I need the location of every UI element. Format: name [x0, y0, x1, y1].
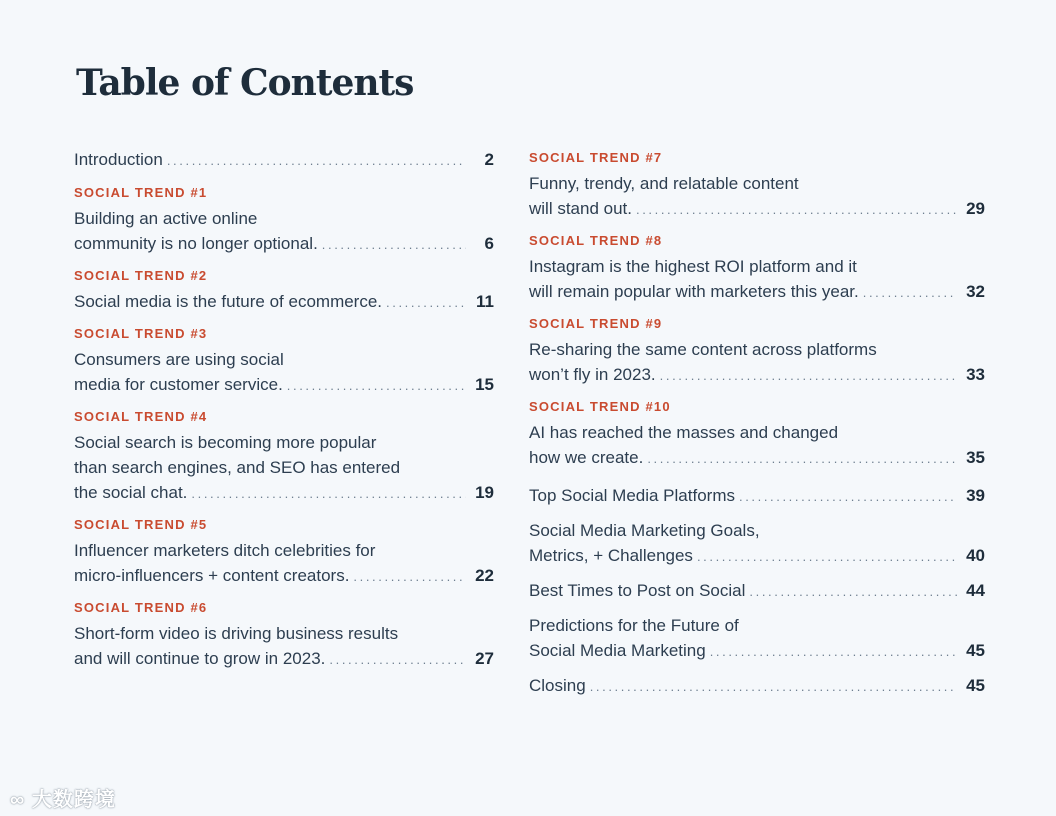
watermark-text: 大数跨境: [31, 789, 116, 811]
trend-label: SOCIAL TREND #10: [529, 399, 671, 414]
toc-entry-title: community is no longer optional.: [74, 234, 318, 253]
toc-entry-line: Social search is becoming more popular: [74, 433, 377, 452]
leader-dots: [287, 373, 466, 398]
page-number: 45: [966, 641, 985, 660]
watermark: [10, 783, 116, 812]
page-number: 22: [475, 566, 494, 585]
trend-label: SOCIAL TREND #2: [74, 268, 208, 283]
toc-entry-predictions[interactable]: [529, 613, 985, 663]
leader-dots: [636, 197, 957, 222]
toc-entry-title: the social chat.: [74, 483, 188, 502]
toc-entry-line: Short-form video is driving business results: [74, 624, 399, 643]
page-number: 2: [484, 150, 494, 169]
toc-entry-trend-8[interactable]: [529, 232, 985, 304]
toc-entry-line: AI has reached the masses and changed: [529, 423, 839, 442]
toc-entry-line: Building an active online: [74, 209, 258, 228]
watermark-logo-icon: ∞: [10, 789, 26, 811]
trend-label: SOCIAL TREND #4: [74, 409, 208, 424]
toc-left-column: [74, 147, 494, 671]
toc-entry-title: Top Social Media Platforms: [529, 486, 735, 505]
page-number: 27: [475, 649, 494, 668]
toc-entry-trend-9[interactable]: [529, 315, 985, 387]
leader-dots: [167, 148, 466, 173]
leader-dots: [749, 579, 957, 604]
leader-dots: [191, 481, 466, 506]
page-title: Table of Contents: [76, 62, 414, 104]
trend-label: SOCIAL TREND #1: [74, 185, 208, 200]
leader-dots: [322, 232, 466, 257]
toc-entry-trend-1[interactable]: [74, 184, 494, 256]
leader-dots: [739, 484, 957, 509]
toc-entry-line: Funny, trendy, and relatable content: [529, 174, 799, 193]
page-number: 15: [475, 375, 494, 394]
toc-entry-line: Predictions for the Future of: [529, 616, 739, 635]
toc-entry-title: and will continue to grow in 2023.: [74, 649, 326, 668]
page-number: 45: [966, 676, 985, 695]
trend-label: SOCIAL TREND #7: [529, 150, 663, 165]
page-number: 29: [966, 199, 985, 218]
page-number: 39: [966, 486, 985, 505]
leader-dots: [863, 280, 957, 305]
leader-dots: [353, 564, 466, 589]
toc-entry-trend-2[interactable]: [74, 267, 494, 314]
leader-dots: [660, 363, 957, 388]
page-number: 11: [476, 292, 494, 311]
toc-entry-goals[interactable]: [529, 518, 985, 568]
toc-entry-title: will remain popular with marketers this year.: [529, 282, 859, 301]
toc-right-column: [529, 147, 985, 698]
leader-dots: [329, 647, 466, 672]
toc-entry-trend-7[interactable]: [529, 149, 985, 221]
page-number: 35: [966, 448, 985, 467]
leader-dots: [647, 446, 957, 471]
toc-entry-top-platforms[interactable]: [529, 483, 985, 508]
page-number: 19: [475, 483, 494, 502]
toc-entry-trend-5[interactable]: [74, 516, 494, 588]
toc-entry-introduction[interactable]: [74, 147, 494, 172]
toc-entry-trend-10[interactable]: [529, 398, 985, 470]
toc-entry-best-times[interactable]: [529, 578, 985, 603]
leader-dots: [710, 639, 957, 664]
leader-dots: [386, 290, 466, 315]
toc-entry-closing[interactable]: [529, 673, 985, 698]
toc-entry-trend-6[interactable]: [74, 599, 494, 671]
trend-label: SOCIAL TREND #8: [529, 233, 663, 248]
page-number: 33: [966, 365, 985, 384]
toc-entry-title: Closing: [529, 676, 586, 695]
toc-entry-title: micro-influencers + content creators.: [74, 566, 350, 585]
page-number: 32: [966, 282, 985, 301]
toc-entry-line: Re-sharing the same content across platforms: [529, 340, 877, 359]
toc-entry-title: how we create.: [529, 448, 644, 467]
toc-entry-line: Consumers are using social: [74, 350, 284, 369]
toc-entry-trend-4[interactable]: [74, 408, 494, 505]
leader-dots: [590, 674, 957, 699]
toc-entry-title: Best Times to Post on Social: [529, 581, 746, 600]
trend-label: SOCIAL TREND #3: [74, 326, 208, 341]
trend-label: SOCIAL TREND #9: [529, 316, 663, 331]
toc-entry-line: Influencer marketers ditch celebrities for: [74, 541, 376, 560]
toc-entry-title: Social Media Marketing: [529, 641, 706, 660]
toc-entry-title: won’t fly in 2023.: [529, 365, 656, 384]
page-number: 40: [966, 546, 985, 565]
toc-entry-title: media for customer service.: [74, 375, 283, 394]
toc-entry-title: will stand out.: [529, 199, 632, 218]
toc-entry-title: Introduction: [74, 150, 163, 169]
toc-entry-title: Social media is the future of ecommerce.: [74, 292, 383, 311]
leader-dots: [697, 544, 957, 569]
page-number: 6: [484, 234, 494, 253]
toc-entry-trend-3[interactable]: [74, 325, 494, 397]
trend-label: SOCIAL TREND #6: [74, 600, 208, 615]
page-number: 44: [966, 581, 985, 600]
toc-entry-line: Social Media Marketing Goals,: [529, 521, 760, 540]
trend-label: SOCIAL TREND #5: [74, 517, 208, 532]
toc-entry-line: Instagram is the highest ROI platform and it: [529, 257, 857, 276]
toc-entry-title: Metrics, + Challenges: [529, 546, 693, 565]
toc-entry-line: than search engines, and SEO has entered: [74, 458, 401, 477]
